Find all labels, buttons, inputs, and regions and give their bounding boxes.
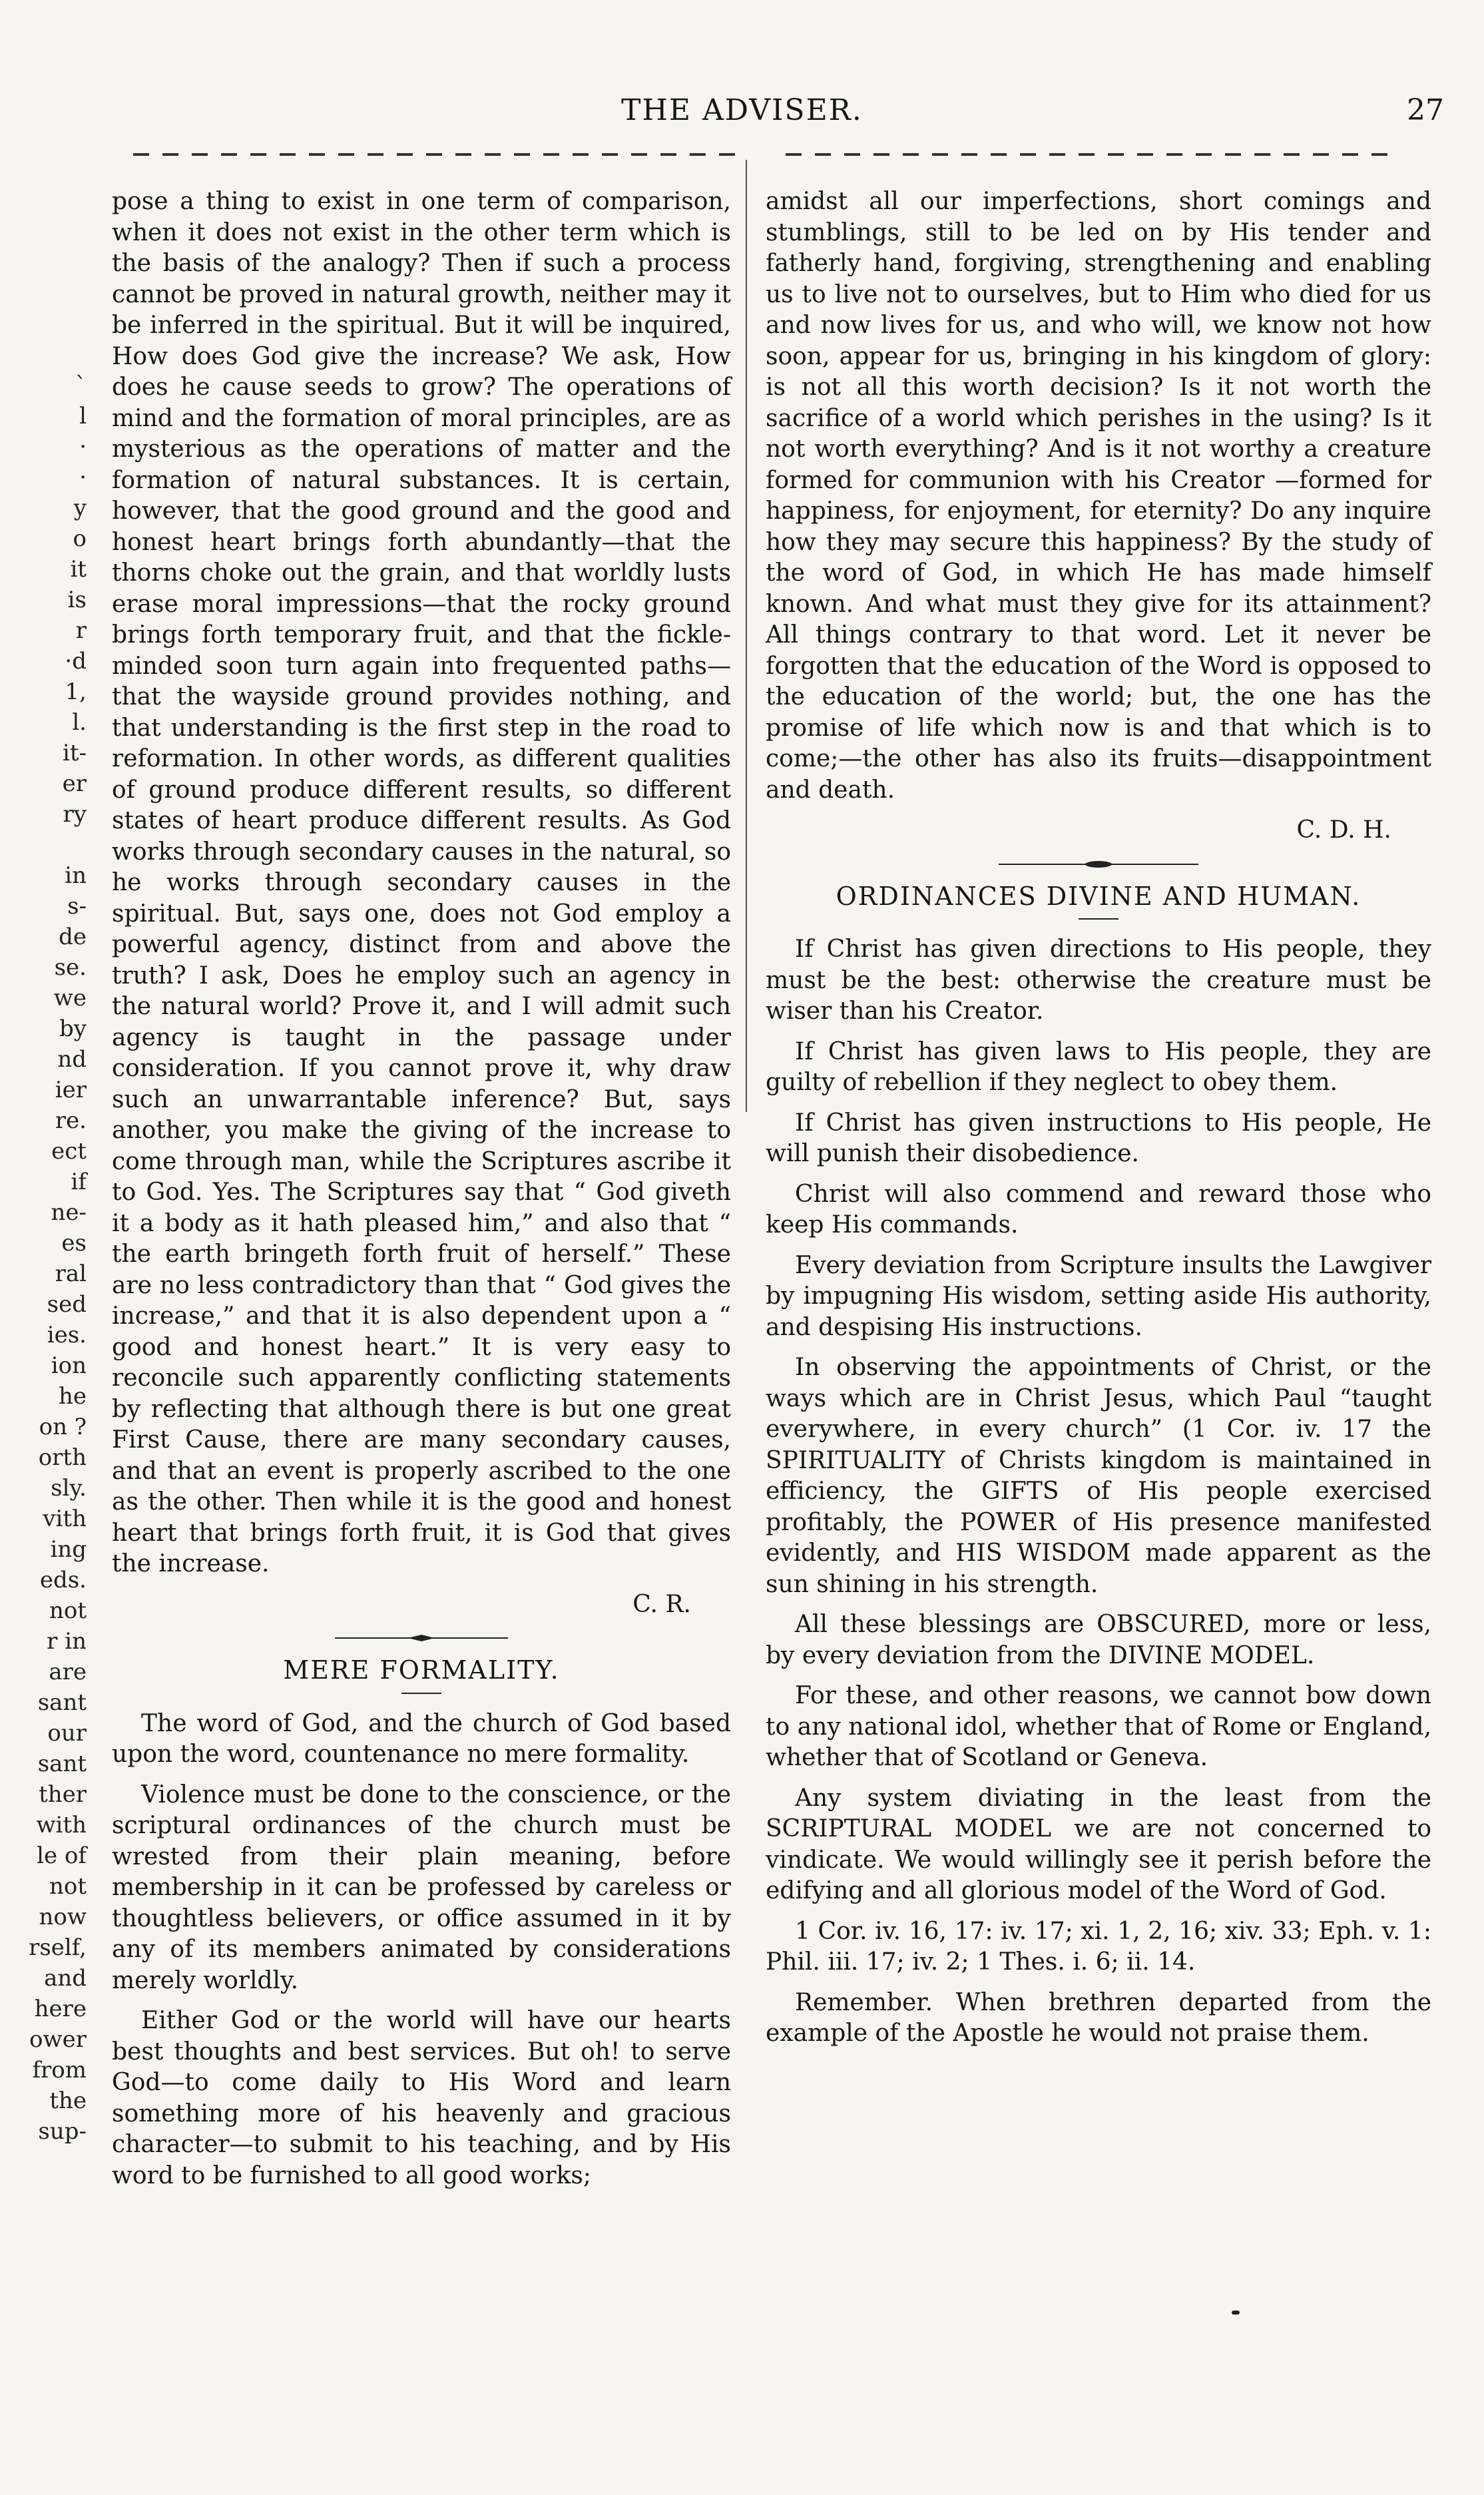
margin-fragment: es <box>61 1230 87 1256</box>
ordinances-paragraph-3: If Christ has given instructions to His people, He will punish their disobedience. <box>766 1109 1431 1167</box>
page-number: 27 <box>1407 93 1444 127</box>
margin-fragment <box>0 186 93 217</box>
margin-fragment: r <box>75 617 87 644</box>
margin-fragment: it <box>70 556 87 583</box>
mere-formality-paragraph-1: The word of God, and the church of God based upon the word, countenance no mere formality. <box>112 1709 731 1768</box>
margin-fragment: sed <box>47 1291 87 1318</box>
margin-fragment: 1, <box>65 679 87 705</box>
margin-fragment <box>0 278 93 309</box>
margin-fragment: le of <box>37 1842 87 1869</box>
margin-fragment: on ? <box>39 1414 87 1440</box>
margin-fragment: sup- <box>38 2118 87 2145</box>
margin-fragment: not <box>49 1873 87 1900</box>
margin-fragment: ther <box>39 1781 87 1808</box>
ordinances-paragraph-4: Christ will also commend and reward those who keep His commands. <box>766 1180 1431 1239</box>
margin-fragment: ·d <box>65 648 87 675</box>
ordinances-paragraph-2: If Christ has given laws to His people, they are guilty of rebellion if they neglect to obey them. <box>766 1037 1431 1096</box>
left-margin-fragments <box>0 186 93 2147</box>
margin-fragment <box>0 340 93 370</box>
ordinances-paragraph-remember: Remember. When brethren departed from the example of the Apostle he would not praise them. <box>766 1988 1431 2047</box>
top-rule-left <box>133 153 746 156</box>
margin-fragment: · <box>79 464 87 491</box>
signature-cr: C. R. <box>632 1590 691 1618</box>
title-underline <box>1079 918 1118 920</box>
margin-fragment: sly. <box>51 1475 87 1502</box>
ordinances-paragraph-1: If Christ has given directions to His people, they must be the best: otherwise the creature must be wiser than his Creator. <box>766 936 1431 1025</box>
margin-fragment: ect <box>51 1138 87 1165</box>
mere-formality-paragraph-2: Violence must be done to the conscience, or the scriptural ordinances of the church must be wrested from their plain meaning, before membership in it can be professed by careless or thoughtless believers, or office assumed in it by any of its members animated by considerations merely worldly. <box>112 1781 731 1994</box>
margin-fragment: ral <box>55 1260 87 1287</box>
margin-fragment: it- <box>62 740 87 766</box>
stray-ink-mark <box>1232 2311 1240 2315</box>
margin-fragment: de <box>59 924 87 950</box>
signature-cdh: C. D. H. <box>1296 816 1391 844</box>
scripture-references: 1 Cor. iv. 16, 17: iv. 17; xi. 1, 2, 16; xiv. 33; Eph. v. 1: Phil. iii. 17; iv. 2; 1 Thes. i. 6; ii. 14. <box>766 1917 1431 1976</box>
margin-fragment: sant <box>37 1689 87 1716</box>
margin-fragment: y <box>73 495 87 521</box>
margin-fragment: the <box>49 2087 87 2114</box>
margin-fragment: nd <box>57 1046 87 1073</box>
margin-fragment: not <box>49 1597 87 1624</box>
margin-fragment: eds. <box>39 1567 87 1593</box>
margin-fragment: ion <box>51 1352 87 1379</box>
margin-fragment: r in <box>47 1628 87 1655</box>
margin-fragment: rself, <box>29 1934 87 1961</box>
ordinances-paragraph-5: Every deviation from Scripture insults the Lawgiver by impugning His wisdom, setting aside His authority, and despising His instructions. <box>766 1251 1431 1341</box>
margin-fragment: sant <box>37 1751 87 1777</box>
margin-fragment: se. <box>54 954 87 981</box>
margin-fragment <box>0 248 93 278</box>
margin-fragment: o <box>73 525 87 552</box>
page-header <box>0 93 1484 133</box>
margin-fragment: l. <box>72 709 87 736</box>
margin-fragment: ` <box>75 372 87 399</box>
margin-fragment: orth <box>38 1444 87 1471</box>
margin-fragment <box>0 217 93 248</box>
margin-fragment: if <box>71 1169 87 1195</box>
margin-fragment: we <box>53 985 87 1011</box>
section-title-mere-formality: MERE FORMALITY. <box>283 1655 560 1685</box>
top-rule-right <box>786 153 1398 156</box>
ordinances-paragraph-9: Any system diviating in the least from the SCRIPTURAL MODEL we are not concerned to vindicate. We would willingly see it perish before the edifying and all glorious model of the Word of God. <box>766 1784 1431 1904</box>
section-title-ordinances: ORDINANCES DIVINE AND HUMAN. <box>836 881 1361 911</box>
title-underline <box>401 1693 441 1694</box>
margin-fragment <box>0 309 93 340</box>
running-title: THE ADVISER. <box>621 93 863 127</box>
ordinances-paragraph-8: For these, and other reasons, we cannot bow down to any national idol, whether that of Rome or England, whether that of Scotland or Geneva. <box>766 1682 1431 1771</box>
margin-fragment: ies. <box>47 1322 87 1348</box>
margin-fragment: ry <box>63 801 87 828</box>
margin-fragment: with <box>36 1812 87 1838</box>
margin-fragment: ower <box>29 2026 87 2053</box>
column2-continuation: amidst all our imperfections, short comings and stumblings, still to be led on by His tender and fatherly hand, forgiving, strengthening and enabling us to live not to ourselves, but to Him who died for us and now lives for us, and who will, we know not how soon, appear for us, bringing in his kingdom of glory: is not all this worth decision? Is it not worth the sacrifice of a world which perishes in the using? Is it not worth everything? And is it not worthy a creature formed for communion with his Creator —formed for happiness, for enjoyment, for eternity? Do any inquire how they may secure this happiness? By the study of the word of God, in which He has made himself known. And what must they give for its attainment? All things contrary to that word. Let it never be forgotten that the education of the Word is opposed to the education of the world; but, the one has the promise of life which now is and that which is to come;—the other has also its fruits—disappointment and death. <box>766 188 1431 804</box>
margin-fragment: ne- <box>51 1199 87 1226</box>
margin-fragment: vith <box>43 1506 87 1532</box>
margin-fragment: in <box>65 862 87 889</box>
margin-fragment: now <box>39 1904 87 1930</box>
mere-formality-paragraph-3: Either God or the world will have our hearts best thoughts and best services. But oh! to serve God—to come daily to His Word and learn something more of his heavenly and gracious character—to submit to his teaching, and by His word to be furnished to all good works; <box>112 2007 731 2189</box>
column-right <box>766 186 1431 2059</box>
margin-fragment: are <box>49 1659 87 1685</box>
margin-fragment: s- <box>67 893 87 920</box>
margin-fragment: is <box>67 587 87 613</box>
column-divider <box>746 160 747 1112</box>
margin-fragment: · <box>79 433 87 460</box>
column1-paragraph: pose a thing to exist in one term of comparison, when it does not exist in the other term which is the basis of the analogy? Then if such a process cannot be proved in natural growth, neither may it be inferred in the spiritual. But it will be inquired, How does God give the increase? We ask, How does he cause seeds to grow? The operations of mind and the formation of moral principles, are as mysterious as the operations of matter and the formation of natural substances. It is certain, however, that the good ground and the good and honest heart brings forth abundantly—that the thorns choke out the grain, and that worldly lusts erase moral impressions—that the rocky ground brings forth temporary fruit, and that the fickle-minded soon turn again into frequented paths—that the wayside ground provides nothing, and that understanding is the first step in the road to reformation. In other words, as different qualities of ground produce different results, so different states of heart produce different results. As God works through secondary causes in the natural, so he works through secondary causes in the spiritual. But, says one, does not God employ a powerful agency, distinct from and above the truth? I ask, Does he employ such an agency in the natural world? Prove it, and I will admit such agency is taught in the passage under consideration. If you cannot prove it, why draw such an unwarrantable inference? But, says another, you make the giving of the increase to come through man, while the Scriptures ascribe it to God. Yes. The Scriptures say that “ God giveth it a body as it hath pleased him,” and also that “ the earth bringeth forth fruit of herself.” These are no less contradictory than that “ God gives the increase,” and that it is also dependent upon a “ good and honest heart.” It is very easy to reconcile such apparently conflicting statements by reflecting that although there is but one great First Cause, there are many secondary causes, and that an event is properly ascribed to the one as the other. Then while it is the good and honest heart that brings forth fruit, it is God that gives the increase. <box>112 188 731 1577</box>
margin-fragment: from <box>32 2057 87 2083</box>
margin-fragment: l <box>79 403 87 429</box>
margin-fragment <box>0 830 93 860</box>
margin-fragment: and <box>44 1965 87 1992</box>
margin-fragment: by <box>59 1015 87 1042</box>
ordinances-paragraph-6: In observing the appointments of Christ, or the ways which are in Christ Jesus, which Paul “taught everywhere, in every church” (1 Cor. iv. 17 the SPIRITUALITY of Christs kingdom is maintained in efficiency, the GIFTS of His people exercised profitably, the POWER of His presence manifested evidently, and HIS WISDOM made apparent as the sun shining in his strength. <box>766 1354 1431 1598</box>
margin-fragment: he <box>58 1383 87 1410</box>
margin-fragment: er <box>62 770 87 797</box>
margin-fragment: ing <box>50 1536 87 1563</box>
column-left <box>112 186 731 2201</box>
section-ornament-rule <box>335 1633 508 1643</box>
margin-fragment: ier <box>55 1077 87 1103</box>
section-ornament-rule <box>999 860 1198 869</box>
margin-fragment: re. <box>55 1107 87 1134</box>
margin-fragment: our <box>47 1720 87 1747</box>
ordinances-paragraph-7: All these blessings are OBSCURED, more or less, by every deviation from the DIVINE MODEL. <box>766 1611 1431 1669</box>
margin-fragment: here <box>34 1996 87 2022</box>
